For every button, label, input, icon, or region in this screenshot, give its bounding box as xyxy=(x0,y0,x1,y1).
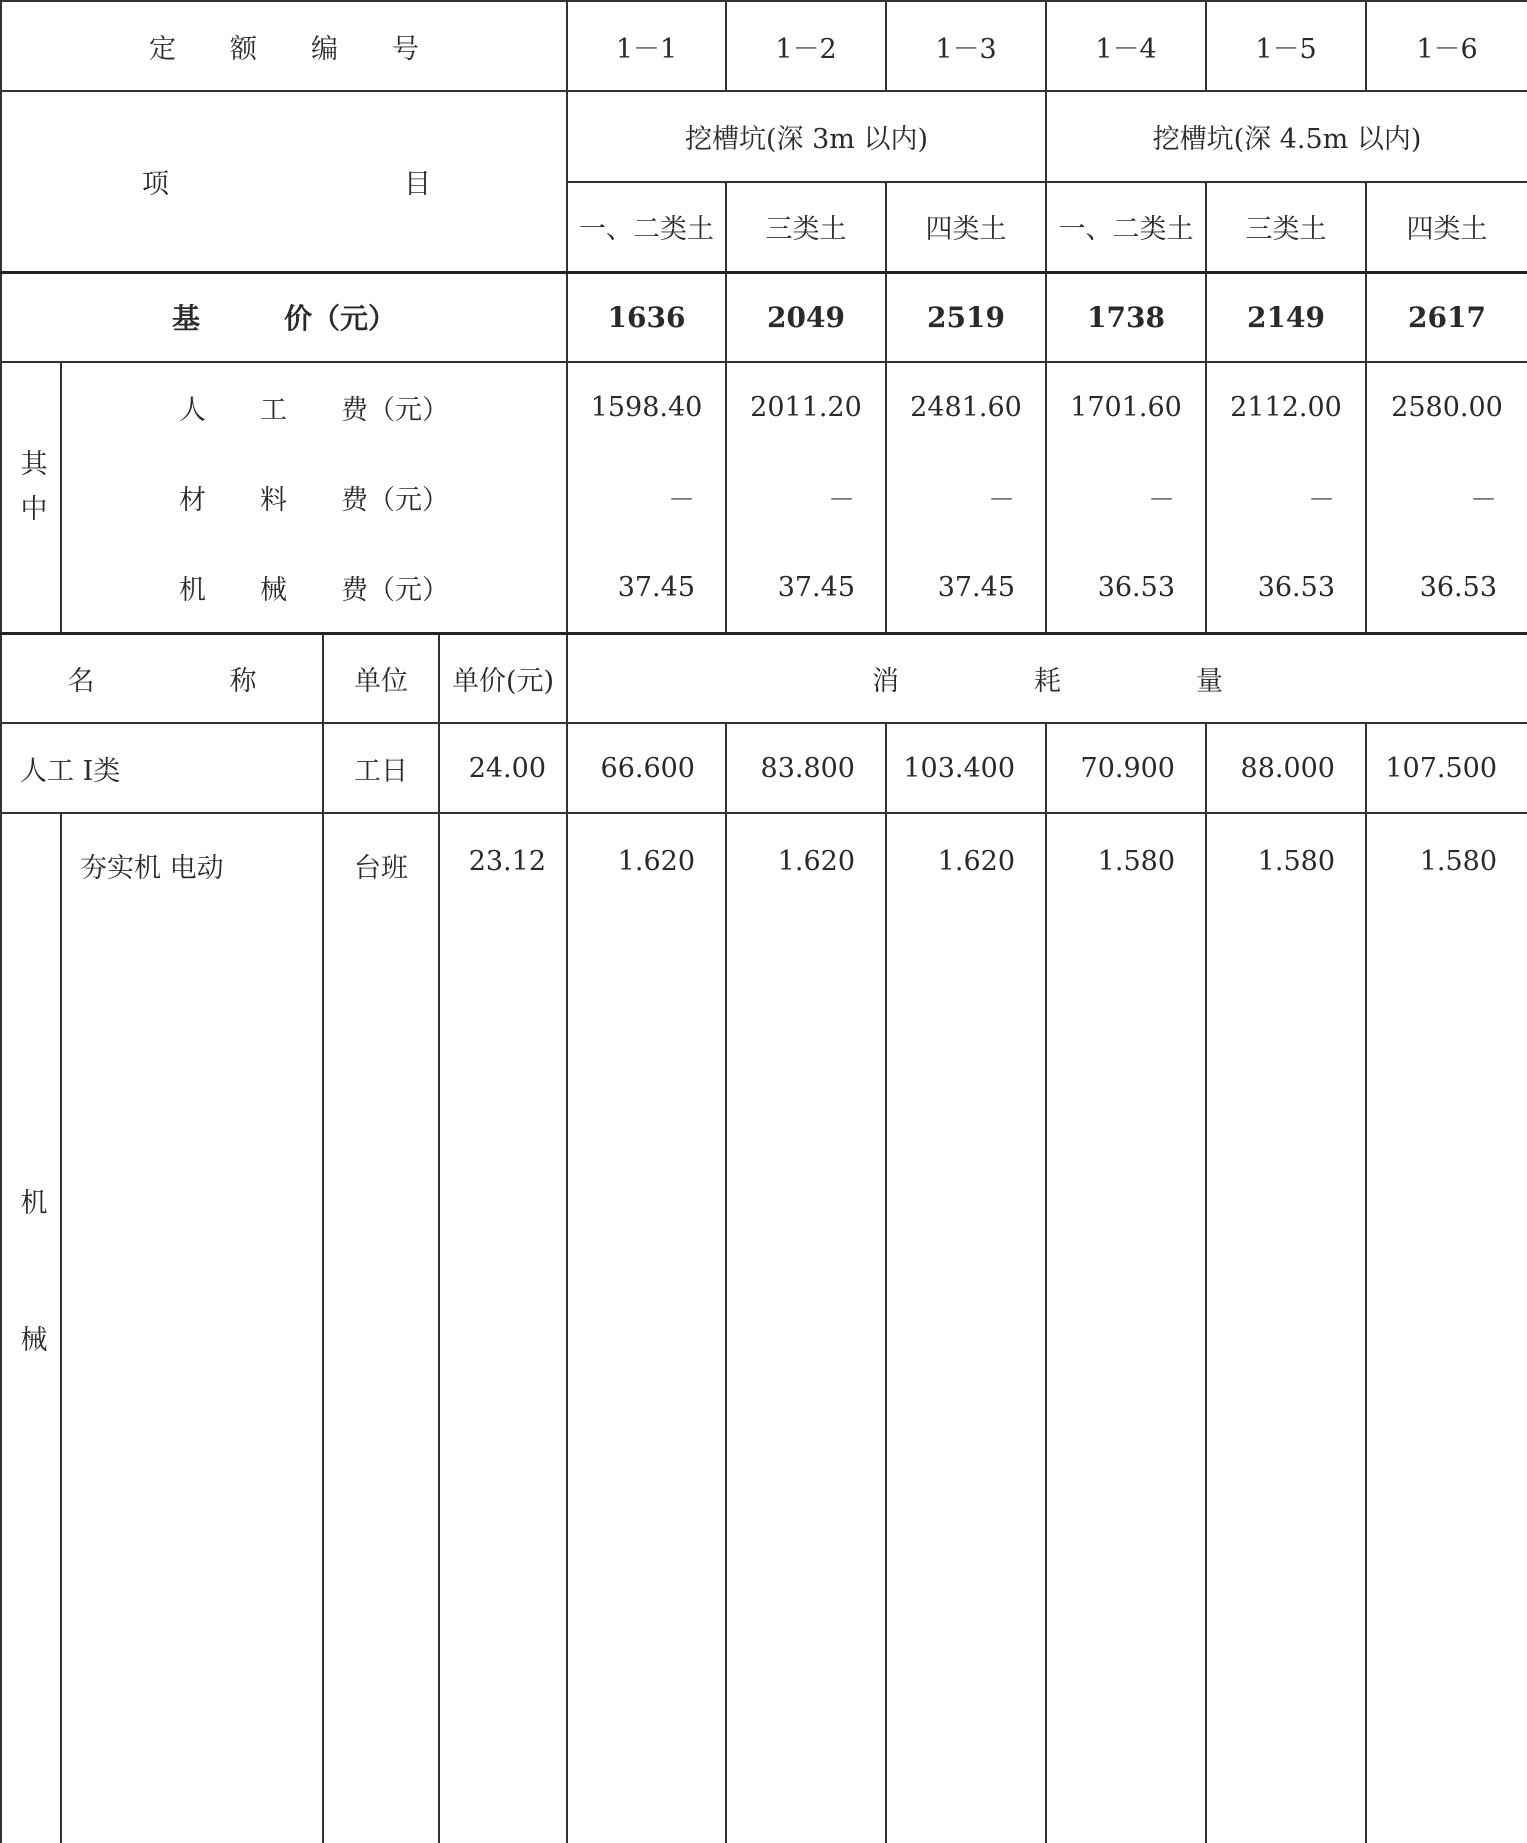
material-fee-value: － xyxy=(886,452,1046,543)
code-1: 1－1 xyxy=(567,1,726,91)
base-price-value: 2519 xyxy=(886,272,1046,362)
material-fee-row xyxy=(1,452,1527,543)
soil-type: 一、二类土 xyxy=(567,182,726,272)
machine-fee-value: 36.53 xyxy=(1366,543,1527,633)
labor-fee-label: 人 工 费（元） xyxy=(61,362,567,452)
labor-fee-row xyxy=(1,362,1527,452)
soil-type: 四类土 xyxy=(1366,182,1527,272)
labor-unit: 工日 xyxy=(323,723,439,813)
machinery-row xyxy=(1,813,1527,1843)
machine-fee-row xyxy=(1,543,1527,633)
name-header: 名 称 xyxy=(1,633,323,723)
labor-fee-value: 2580.00 xyxy=(1366,362,1527,452)
soil-type: 四类土 xyxy=(886,182,1046,272)
breakdown-group-text: 其中 xyxy=(15,448,47,539)
labor-fee-value: 1701.60 xyxy=(1046,362,1206,452)
machinery-name: 夯实机 电动 xyxy=(61,813,323,1843)
material-fee-value: － xyxy=(1206,452,1366,543)
unit-header: 单位 xyxy=(323,633,439,723)
labor-fee-value: 2481.60 xyxy=(886,362,1046,452)
consumption-header-row xyxy=(1,633,1527,723)
group-row xyxy=(1,91,1527,182)
group-title-3m: 挖槽坑(深 3m 以内) xyxy=(567,91,1046,182)
code-5: 1－5 xyxy=(1206,1,1366,91)
labor-consumption: 66.600 xyxy=(567,723,726,813)
machine-fee-value: 37.45 xyxy=(726,543,886,633)
labor-consumption: 107.500 xyxy=(1366,723,1527,813)
machinery-group-text: 机械 xyxy=(15,1188,47,1462)
material-fee-value: － xyxy=(1046,452,1206,543)
base-price-value: 2617 xyxy=(1366,272,1527,362)
base-price-value: 1636 xyxy=(567,272,726,362)
soil-type: 一、二类土 xyxy=(1046,182,1206,272)
code-row xyxy=(1,1,1527,91)
material-fee-label: 材 料 费（元） xyxy=(61,452,567,543)
machinery-consumption: 1.580 xyxy=(1046,813,1206,1843)
machinery-unit-price: 23.12 xyxy=(439,813,567,1843)
machine-fee-value: 37.45 xyxy=(886,543,1046,633)
machinery-consumption: 1.580 xyxy=(1366,813,1527,1843)
base-price-value: 2049 xyxy=(726,272,886,362)
labor-unit-price: 24.00 xyxy=(439,723,567,813)
breakdown-group-label xyxy=(1,362,61,633)
base-price-label: 基 价（元） xyxy=(1,272,567,362)
machine-fee-value: 36.53 xyxy=(1206,543,1366,633)
material-fee-value: － xyxy=(567,452,726,543)
labor-row xyxy=(1,723,1527,813)
item-label xyxy=(1,91,567,272)
item-label-right: 目 xyxy=(404,168,431,200)
base-price-row xyxy=(1,272,1527,362)
machine-fee-value: 37.45 xyxy=(567,543,726,633)
code-4: 1－4 xyxy=(1046,1,1206,91)
machine-fee-label: 机 械 费（元） xyxy=(61,543,567,633)
machinery-consumption: 1.580 xyxy=(1206,813,1366,1843)
machinery-consumption: 1.620 xyxy=(886,813,1046,1843)
item-label-left: 项 xyxy=(142,168,169,200)
labor-name: 人工 Ⅰ类 xyxy=(1,723,323,813)
material-fee-value: － xyxy=(726,452,886,543)
machinery-consumption: 1.620 xyxy=(567,813,726,1843)
labor-consumption: 103.400 xyxy=(886,723,1046,813)
labor-consumption: 70.900 xyxy=(1046,723,1206,813)
material-fee-value: － xyxy=(1366,452,1527,543)
labor-fee-value: 2112.00 xyxy=(1206,362,1366,452)
labor-consumption: 83.800 xyxy=(726,723,886,813)
machine-fee-value: 36.53 xyxy=(1046,543,1206,633)
group-title-4-5m: 挖槽坑(深 4.5m 以内) xyxy=(1046,91,1527,182)
labor-consumption: 88.000 xyxy=(1206,723,1366,813)
base-price-value: 1738 xyxy=(1046,272,1206,362)
machinery-group-label xyxy=(1,813,61,1843)
machinery-unit: 台班 xyxy=(323,813,439,1843)
labor-fee-value: 1598.40 xyxy=(567,362,726,452)
code-label: 定 额 编 号 xyxy=(1,1,567,91)
base-price-value: 2149 xyxy=(1206,272,1366,362)
unit-price-header: 单价(元) xyxy=(439,633,567,723)
code-6: 1－6 xyxy=(1366,1,1527,91)
consumption-header: 消 耗 量 xyxy=(567,633,1527,723)
soil-type: 三类土 xyxy=(1206,182,1366,272)
soil-type: 三类土 xyxy=(726,182,886,272)
labor-fee-value: 2011.20 xyxy=(726,362,886,452)
machinery-consumption: 1.620 xyxy=(726,813,886,1843)
code-3: 1－3 xyxy=(886,1,1046,91)
code-2: 1－2 xyxy=(726,1,886,91)
